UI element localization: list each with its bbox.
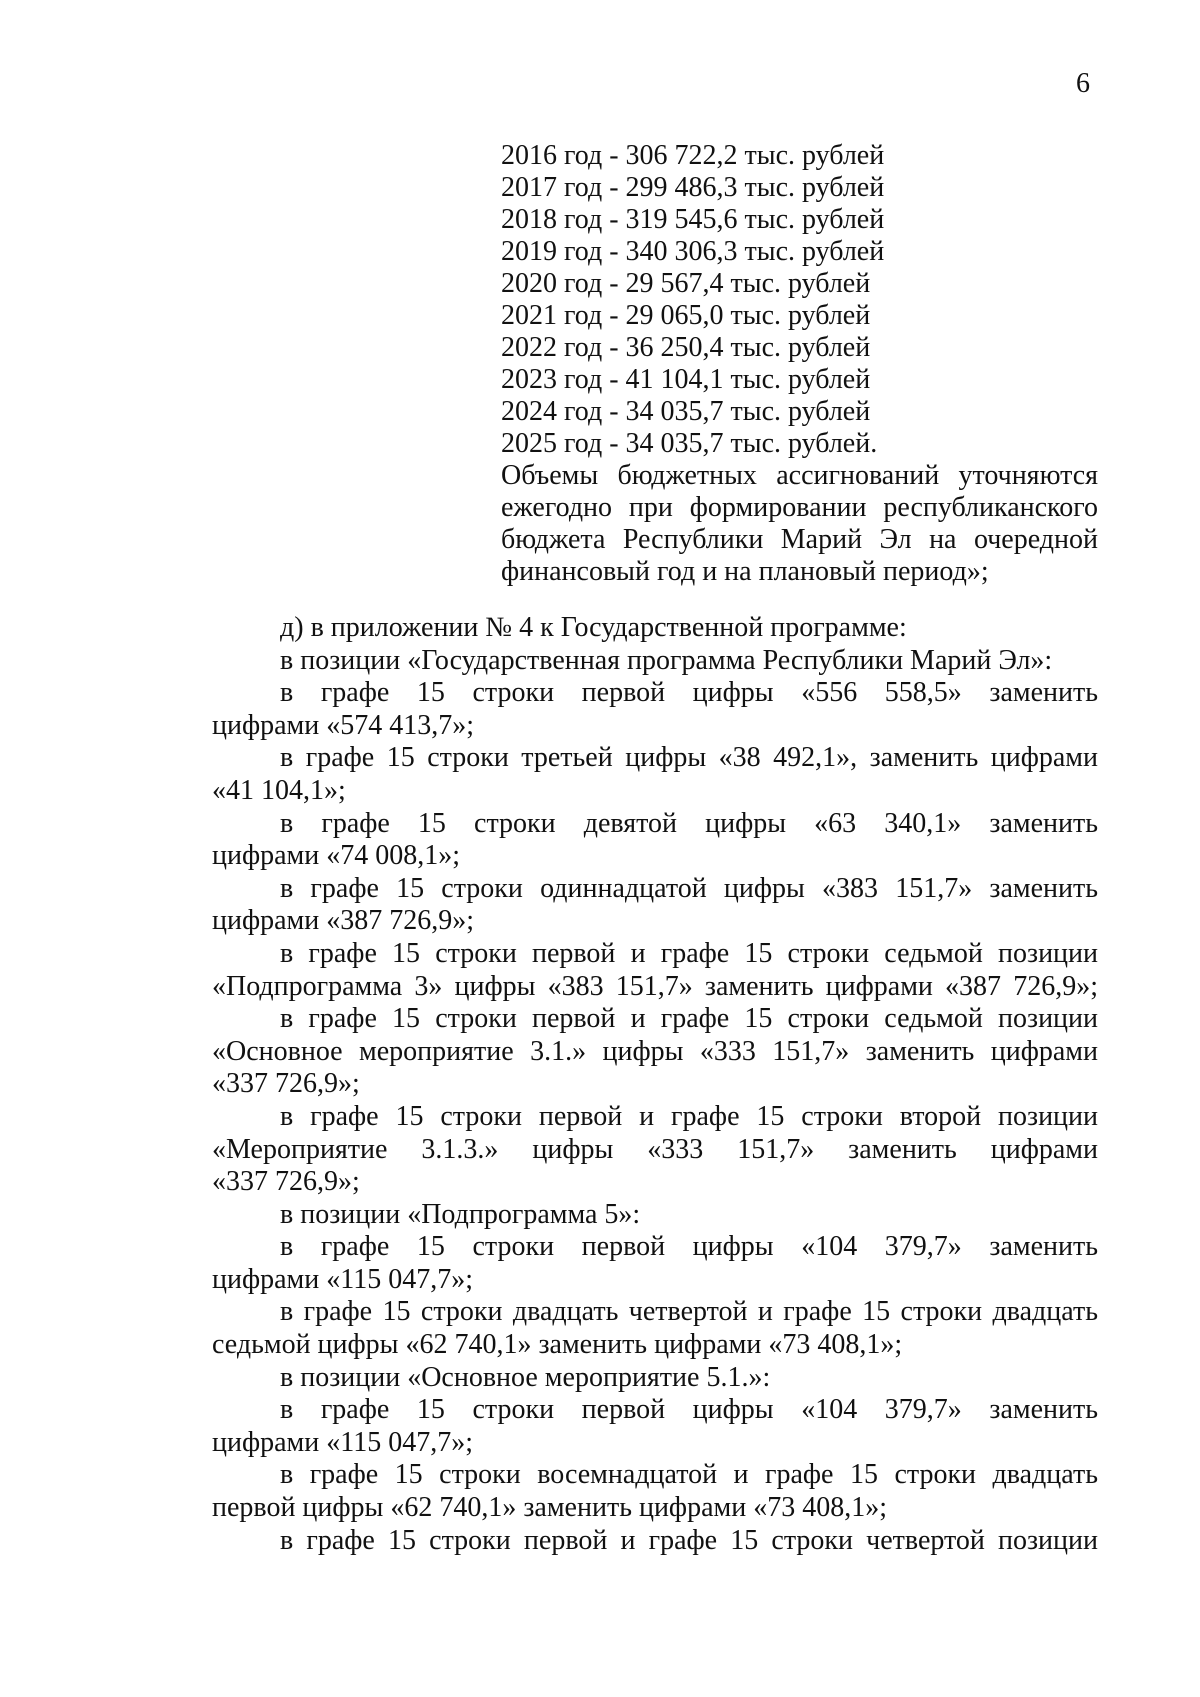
funding-line: 2020 год - 29 567,4 тыс. рублей bbox=[501, 268, 871, 299]
note-line: Объемы бюджетных ассигнований уточняются bbox=[501, 460, 1098, 491]
body-line: цифрами «387 726,9»; bbox=[212, 905, 475, 937]
body-line: седьмой цифры «62 740,1» заменить цифрами «73 408,1»; bbox=[212, 1329, 903, 1361]
body-line: цифрами «115 047,7»; bbox=[212, 1426, 473, 1458]
body-line: в графе 15 строки двадцать четвертой и графе 15 строки двадцать bbox=[280, 1296, 1098, 1328]
body-line: цифрами «74 008,1»; bbox=[212, 840, 461, 872]
funding-line: 2017 год - 299 486,3 тыс. рублей bbox=[501, 172, 885, 203]
body-line: в графе 15 строки первой цифры «104 379,7» заменить bbox=[280, 1231, 1098, 1263]
body-line: в графе 15 строки девятой цифры «63 340,1» заменить bbox=[280, 807, 1098, 839]
funding-line: 2018 год - 319 545,6 тыс. рублей bbox=[501, 204, 885, 235]
funding-line: 2019 год - 340 306,3 тыс. рублей bbox=[501, 236, 885, 267]
body-line: в графе 15 строки первой цифры «104 379,7» заменить bbox=[280, 1394, 1098, 1426]
body-line: в графе 15 строки восемнадцатой и графе 15 строки двадцать bbox=[280, 1459, 1098, 1491]
document-body bbox=[212, 612, 1098, 1557]
body-line: первой цифры «62 740,1» заменить цифрами «73 408,1»; bbox=[212, 1492, 887, 1524]
funding-line: 2021 год - 29 065,0 тыс. рублей bbox=[501, 300, 871, 331]
body-line: в графе 15 строки третьей цифры «38 492,1», заменить цифрами bbox=[280, 742, 1098, 774]
body-line: цифрами «115 047,7»; bbox=[212, 1263, 473, 1295]
funding-line: 2016 год - 306 722,2 тыс. рублей bbox=[501, 140, 885, 171]
page-number: 6 bbox=[1076, 68, 1090, 99]
funding-line: 2024 год - 34 035,7 тыс. рублей bbox=[501, 396, 871, 427]
body-line: в позиции «Государственная программа Республики Марий Эл»: bbox=[280, 644, 1053, 676]
note-line: ежегодно при формировании республиканского bbox=[501, 492, 1098, 523]
body-line: «Подпрограмма 3» цифры «383 151,7» заменить цифрами «387 726,9»; bbox=[212, 970, 1098, 1002]
funding-line: 2022 год - 36 250,4 тыс. рублей bbox=[501, 332, 871, 363]
body-line: в позиции «Подпрограмма 5»: bbox=[280, 1198, 641, 1230]
body-line: д) в приложении № 4 к Государственной программе: bbox=[280, 612, 907, 643]
body-line: в графе 15 строки первой и графе 15 строки второй позиции bbox=[280, 1100, 1098, 1132]
funding-line: 2025 год - 34 035,7 тыс. рублей. bbox=[501, 428, 878, 459]
body-line: цифрами «574 413,7»; bbox=[212, 709, 475, 741]
body-line: в позиции «Основное мероприятие 5.1.»: bbox=[280, 1361, 771, 1393]
funding-line: 2023 год - 41 104,1 тыс. рублей bbox=[501, 364, 871, 395]
body-line: в графе 15 строки первой и графе 15 строки четвертой позиции bbox=[280, 1524, 1098, 1556]
body-line: «337 726,9»; bbox=[212, 1068, 360, 1100]
body-line: в графе 15 строки первой и графе 15 строки седьмой позиции bbox=[280, 937, 1098, 969]
funding-note bbox=[501, 460, 1098, 588]
note-line: финансовый год и на плановый период»; bbox=[501, 556, 989, 587]
body-line: «Основное мероприятие 3.1.» цифры «333 151,7» заменить цифрами bbox=[212, 1035, 1098, 1067]
body-line: «337 726,9»; bbox=[212, 1166, 360, 1198]
funding-lines bbox=[501, 140, 1098, 460]
funding-block bbox=[501, 140, 1098, 588]
body-line: в графе 15 строки первой цифры «556 558,5» заменить bbox=[280, 677, 1098, 709]
body-line: «41 104,1»; bbox=[212, 774, 346, 806]
body-line: в графе 15 строки первой и графе 15 строки седьмой позиции bbox=[280, 1003, 1098, 1035]
body-line: в графе 15 строки одиннадцатой цифры «383 151,7» заменить bbox=[280, 872, 1098, 904]
body-line: «Мероприятие 3.1.3.» цифры «333 151,7» заменить цифрами bbox=[212, 1133, 1098, 1165]
note-line: бюджета Республики Марий Эл на очередной bbox=[501, 524, 1098, 555]
